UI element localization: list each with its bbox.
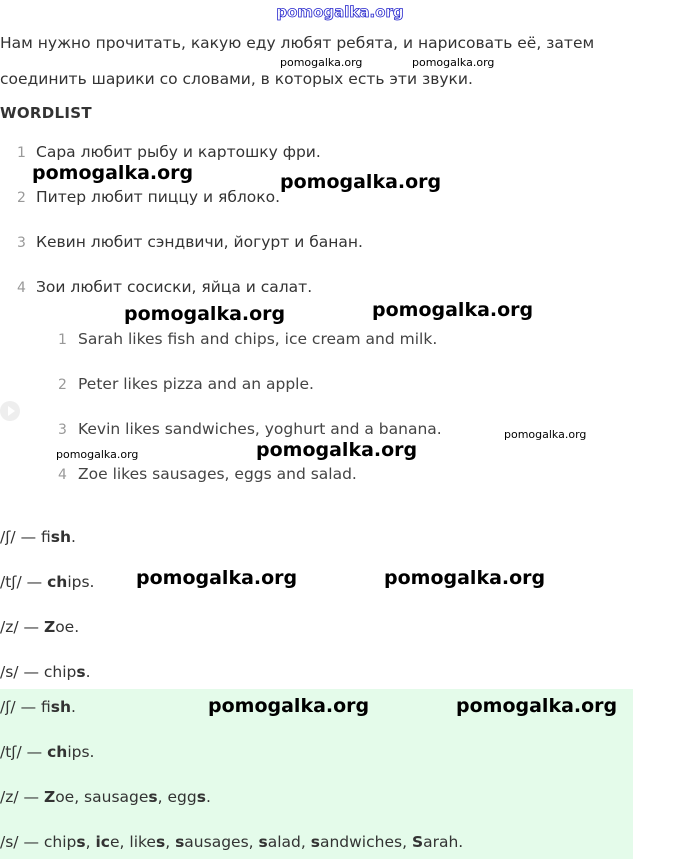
sound-symbol: /z/ — (0, 618, 44, 636)
highlighted-letters: s (310, 833, 320, 851)
highlighted-letters: ch (47, 573, 68, 591)
sound-symbol: /s/ — (0, 663, 44, 681)
word-part: . (85, 663, 91, 681)
list-item-number: 2 (17, 190, 26, 206)
word-part: , egg (157, 788, 197, 806)
play-icon[interactable] (0, 401, 20, 421)
highlighted-letters: sh (50, 528, 72, 546)
highlighted-letters: s (148, 788, 158, 806)
russian-item: Зои любит сосиски, яйца и салат. (36, 278, 313, 296)
list-item-number: 4 (58, 467, 67, 483)
watermark: pomogalka.org (372, 299, 534, 321)
word-part: . (71, 698, 76, 716)
list-item-number: 4 (17, 280, 26, 296)
watermark: pomogalka.org (136, 567, 298, 589)
wordlist-title: WORDLIST (0, 104, 92, 122)
list-item-number: 1 (17, 145, 26, 161)
watermark: pomogalka.org (256, 439, 418, 461)
english-item: Zoe likes sausages, eggs and salad. (78, 465, 357, 483)
highlighted-letters: s (258, 833, 268, 851)
word-part: ips. (67, 743, 95, 761)
word-part: chip (43, 663, 77, 681)
highlighted-letters: ch (47, 743, 68, 761)
list-item-number: 3 (58, 422, 67, 438)
english-item: Sarah likes fish and chips, ice cream and milk. (78, 330, 438, 348)
highlighted-letters: s (76, 833, 86, 851)
word-part: fi (41, 528, 51, 546)
word-part: fi (41, 698, 51, 716)
english-item: Peter likes pizza and an apple. (78, 375, 314, 393)
russian-item: Сара любит рыбу и картошку фри. (36, 143, 321, 161)
word-part: andwiches, (319, 833, 412, 851)
sound-symbol: /s/ — (0, 833, 44, 851)
highlighted-letters: Z (43, 618, 56, 636)
highlighted-letters: S (411, 833, 424, 851)
watermark: pomogalka.org (124, 303, 286, 325)
sound-line (0, 573, 94, 591)
watermark: pomogalka.org (56, 448, 139, 461)
word-part: oe. (55, 618, 80, 636)
list-item-number: 3 (17, 235, 26, 251)
answer-sound-line (0, 698, 76, 716)
list-item-number: 2 (58, 377, 67, 393)
sound-line (0, 528, 76, 546)
word-part: . (205, 788, 211, 806)
word-part: oe, sausage (55, 788, 149, 806)
highlighted-letters: s (155, 833, 166, 851)
answer-sound-line (0, 788, 211, 806)
word-part: , (85, 833, 96, 851)
highlighted-letters: Z (43, 788, 56, 806)
sound-symbol: /tʃ/ — (0, 743, 48, 761)
word-part: , (165, 833, 176, 851)
sound-line (0, 618, 79, 636)
answer-sound-line (0, 743, 94, 761)
highlighted-letters: i (95, 833, 101, 851)
watermark: pomogalka.org (456, 695, 618, 717)
list-item-number: 1 (58, 332, 67, 348)
highlighted-letters: c (100, 833, 110, 851)
highlighted-letters: s (175, 833, 185, 851)
watermark: pomogalka.org (208, 695, 370, 717)
russian-item: Питер любит пиццу и яблоко. (36, 188, 281, 206)
highlighted-letters: sh (50, 698, 72, 716)
word-part: alad, (267, 833, 311, 851)
sound-symbol: /z/ — (0, 788, 44, 806)
word-part: arah. (423, 833, 464, 851)
site-logo[interactable]: pomogalka.org (276, 3, 404, 21)
sound-symbol: /ʃ/ — (0, 698, 42, 716)
sound-symbol: /ʃ/ — (0, 528, 42, 546)
english-item: Kevin likes sandwiches, yoghurt and a banana. (78, 420, 442, 438)
word-part: e, like (110, 833, 156, 851)
word-part: chip (43, 833, 77, 851)
highlighted-letters: s (196, 788, 206, 806)
word-part: . (71, 528, 76, 546)
watermark: pomogalka.org (32, 162, 194, 184)
watermark: pomogalka.org (384, 567, 546, 589)
answer-sound-line (0, 833, 463, 851)
intro-line-1: Нам нужно прочитать, какую еду любят ребята, и нарисовать её, затем (0, 34, 595, 52)
russian-item: Кевин любит сэндвичи, йогурт и банан. (36, 233, 363, 251)
sound-line (0, 663, 91, 681)
highlighted-letters: s (76, 663, 86, 681)
word-part: ausages, (184, 833, 259, 851)
word-part: ips. (67, 573, 95, 591)
watermark: pomogalka.org (412, 56, 495, 69)
intro-line-2: соединить шарики со словами, в которых есть эти звуки. (0, 70, 473, 88)
watermark: pomogalka.org (504, 428, 587, 441)
watermark: pomogalka.org (280, 171, 442, 193)
sound-symbol: /tʃ/ — (0, 573, 48, 591)
watermark: pomogalka.org (280, 56, 363, 69)
